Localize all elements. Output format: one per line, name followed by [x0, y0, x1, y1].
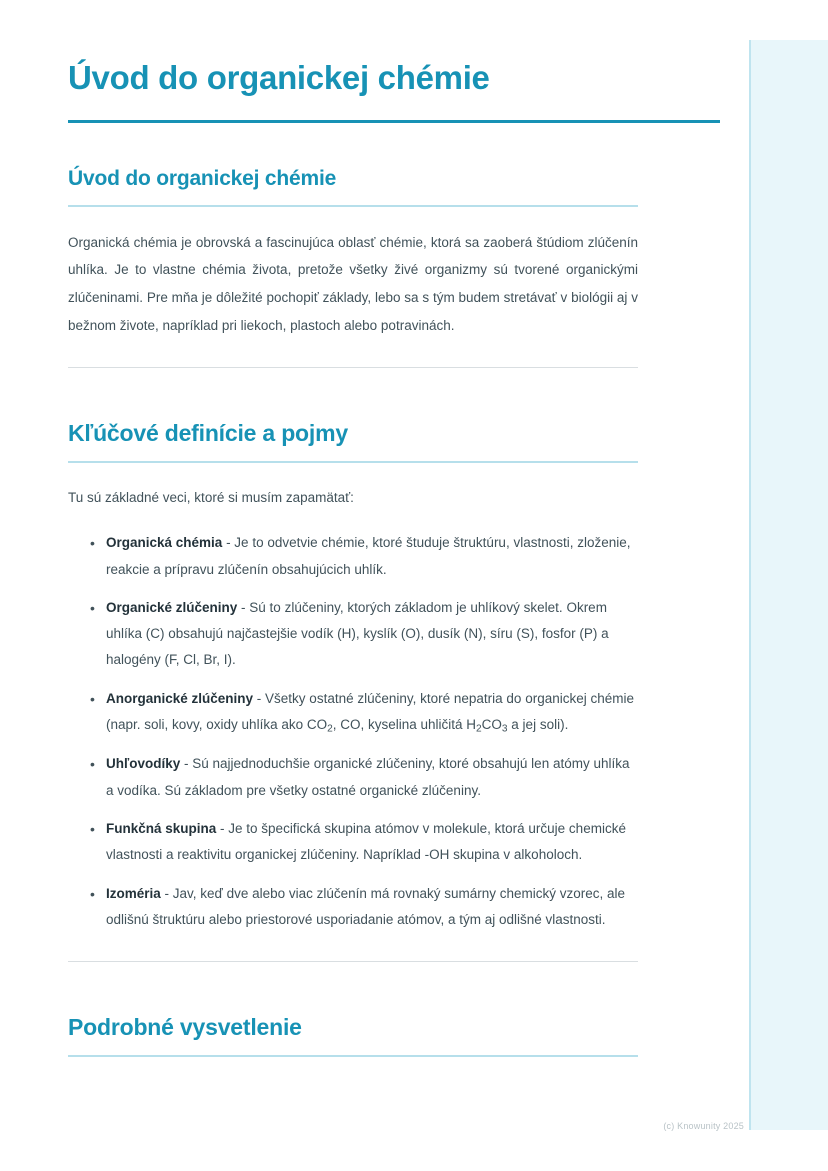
page-title: Úvod do organickej chémie [68, 59, 490, 96]
section-heading-rule [68, 1055, 638, 1057]
term-label: Anorganické zlúčeniny [106, 690, 254, 706]
list-item [90, 530, 638, 583]
right-margin-strip [750, 40, 828, 1130]
term-definition: - Je to odvetvie chémie, ktoré študuje štruktúru, vlastnosti, zloženie, reakcie a prípravu zlúčenín obsahujúcich uhlík. [106, 535, 631, 577]
section-divider-2 [68, 961, 638, 962]
definitions-lead: Tu sú základné veci, ktoré si musím zapamätať: [68, 490, 354, 506]
title-divider [68, 120, 720, 123]
term-label: Funkčná skupina [106, 820, 217, 836]
section-heading-rule [68, 205, 638, 207]
term-definition: - Jav, keď dve alebo viac zlúčenín má rovnaký sumárny chemický vzorec, ale odlišnú štruktúru alebo priestorové usporiadanie atómov, a tým aj odlišné vlastnosti. [106, 885, 626, 927]
intro-paragraph: Organická chémia je obrovská a fascinujúca oblasť chémie, ktorá sa zaoberá štúdiom zlúčenín uhlíka. Je to vlastne chémia života, pretože všetky živé organizmy sú tvorené organickými zlúčeninami. Pre mňa je dôležité pochopiť základy, lebo sa s tým budem stretávať v biológii aj v bežnom živote, napríklad pri liekoch, plastoch alebo potravinách. [68, 234, 638, 333]
list-item [90, 686, 638, 740]
term-definition: - Sú najjednoduchšie organické zlúčeniny, ktoré obsahujú len atómy uhlíka a vodíka. Sú základom pre všetky ostatné organické zlúčeniny. [106, 756, 630, 798]
right-margin-rule [749, 40, 751, 1130]
term-label: Uhľovodíky [106, 756, 181, 772]
document-content [68, 58, 638, 1057]
term-label: Organická chémia [106, 535, 223, 551]
section-heading-intro: Úvod do organickej chémie [68, 166, 337, 190]
list-item [90, 881, 638, 934]
section-divider-1 [68, 367, 638, 368]
term-definition: - Sú to zlúčeniny, ktorých základom je uhlíkový skelet. Okrem uhlíka (C) obsahujú najčastejšie vodík (H), kyslík (O), dusík (N), síru (S), fosfor (P) a halogény (F, Cl, Br, I). [106, 599, 609, 668]
term-definition: - Všetky ostatné zlúčeniny, ktoré nepatria do organickej chémie (napr. soli, kovy, oxidy uhlíka ako $CO_2$, CO, kyselina uhličitá $H_2CO_3$ a jej soli). [106, 690, 634, 735]
definitions-list [68, 530, 638, 933]
section-heading-definitions: Kľúčové definície a pojmy [68, 420, 348, 447]
list-item [90, 751, 638, 804]
list-item [90, 816, 638, 869]
section-heading-rule [68, 461, 638, 463]
copyright-footer: (c) Knowunity 2025 [663, 1121, 744, 1131]
list-item [90, 595, 638, 674]
term-definition: - Je to špecifická skupina atómov v molekule, ktorá určuje chemické vlastnosti a reaktivitu organickej zlúčeniny. Napríklad -OH skupina v alkoholoch. [106, 820, 626, 863]
section-heading-detailed: Podrobné vysvetlenie [68, 1014, 302, 1041]
term-label: Izoméria [106, 885, 161, 901]
term-label: Organické zlúčeniny [106, 599, 238, 615]
